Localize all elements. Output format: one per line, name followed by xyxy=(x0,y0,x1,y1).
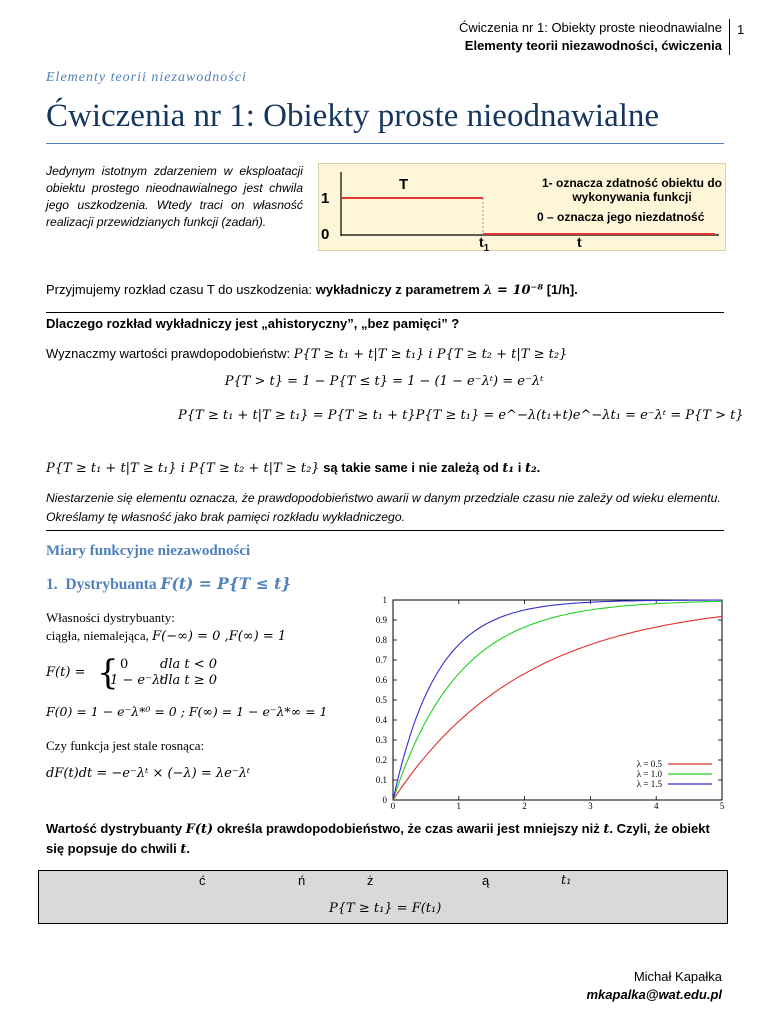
assumption-bold: wykładniczy z parametrem xyxy=(315,282,484,297)
y-tick-label: 0.9 xyxy=(375,615,387,625)
derivative-line: dF(t)dt = −e⁻λᵗ × (−λ) = λe⁻λᵗ xyxy=(46,766,251,781)
statement-paragraph: Wartość dystrybuanty F(t) określa prawdopodobieństwo, że czas awarii jest mniejszy niż t. Czyli, że obiekt się popsuje do chwili t. xyxy=(46,821,710,857)
monotonic-question: Czy funkcja jest stale rosnąca: xyxy=(46,738,205,753)
intro-paragraph: Jedynym istotnym zdarzeniem w eksploatacji obiektu prostego nieodnawialnego jest chwila jego uszkodzenia. Wtedy traci on własność realizacji przewidzianych funkcji (zadań). xyxy=(46,164,303,229)
y-tick-label: 1 xyxy=(382,596,387,605)
section-kicker: Elementy teorii niezawodności xyxy=(46,70,247,85)
equation-2: P{T ≥ t₁ + t|T ≥ t₁} = P{T ≥ t₁ + t}P{T ≥ t₁} = e^−λ(t₁+t)e^−λt₁ = e⁻λᵗ = P{T > t} xyxy=(178,408,744,423)
chart-plot-area xyxy=(393,600,722,800)
y-tick-label: 0.3 xyxy=(375,735,387,745)
diagram-label-t1: $t_1$ xyxy=(479,234,490,254)
box-fragment-3: ż xyxy=(367,873,374,888)
conclusion-line: P{T ≥ t₁ + t|T ≥ t₁} i P{T ≥ t₂ + t|T ≥ t₂} są takie same i nie zależą od t₁ i t₂. xyxy=(46,460,541,476)
case-2-condition: dla t ≥ 0 xyxy=(160,673,218,688)
box-formula: P{T ≥ t₁} = F(t₁) xyxy=(329,901,442,916)
y-tick-label: 0 xyxy=(382,795,387,805)
footer-author: Michał Kapałka xyxy=(633,969,722,984)
y-tick-label: 0.6 xyxy=(375,675,387,685)
legend-label-1: λ = 0.5 xyxy=(636,759,662,769)
cases-brace: { xyxy=(97,653,119,693)
x-tick-label: 0 xyxy=(390,801,396,810)
page-title: Ćwiczenia nr 1: Obiekty proste nieodnawialne xyxy=(46,98,660,134)
note-paragraph: Niestarzenie się elementu oznacza, że prawdopodobieństwo awarii w danym przedziale czasu nie zależy od wieku elementu. Określamy tę własność jako brak pamięci rozkładu wykładniczego. xyxy=(46,491,721,524)
cdf-chart-svg xyxy=(356,596,726,810)
ft-lhs: F(t) = xyxy=(46,665,86,680)
x-tick-label: 3 xyxy=(588,801,593,810)
values-line xyxy=(46,346,567,362)
legend-label-3: λ = 1.5 xyxy=(636,779,662,789)
header-divider xyxy=(729,19,730,55)
f-zero-line: F(0) = 1 − e⁻λ*⁰ = 0 ; F(∞) = 1 − e⁻λ*∞ = 1 xyxy=(46,704,328,719)
question-line: Dlaczego rozkład wykładniczy jest „ahistoryczny”, „bez pamięci” ? xyxy=(46,316,460,331)
diagram-legend-up: 1- oznacza zdatność obiektu do wykonywania funkcji xyxy=(541,176,723,204)
values-math: P{T ≥ t₁ + t|T ≥ t₁} i P{T ≥ t₂ + t|T ≥ t₂} xyxy=(293,347,568,362)
rule-1 xyxy=(46,312,724,313)
x-tick-label: 5 xyxy=(719,801,725,810)
box-fragment-4: ą xyxy=(482,873,490,888)
definition-box xyxy=(38,870,728,924)
y-tick-label: 0.4 xyxy=(375,715,387,725)
assumption-math: λ = 10⁻⁸ xyxy=(483,283,544,298)
props-line: ciągła, niemalejąca, F(−∞) = 0 ,F(∞) = 1 xyxy=(46,628,287,644)
case-2-value: 1 − e⁻λᵗ xyxy=(110,673,164,688)
y-tick-label: 0.8 xyxy=(375,635,387,645)
assumption-suffix: [1/h]. xyxy=(543,282,578,297)
legend-label-2: λ = 1.0 xyxy=(636,769,662,779)
subsection-heading: 1. Dystrybuanta F(t) = P{T ≤ t} xyxy=(46,574,292,593)
x-tick-label: 1 xyxy=(456,801,462,810)
box-fragment-5: t₁ xyxy=(561,873,572,888)
section-heading: Miary funkcyjne niezawodności xyxy=(46,543,251,559)
diagram-label-1: 1 xyxy=(321,190,330,207)
assumption-prefix: Przyjmujemy rozkład czasu T do uszkodzenia: xyxy=(46,282,316,297)
case-1-value: 0 xyxy=(120,657,129,672)
y-tick-label: 0.7 xyxy=(375,655,387,665)
y-tick-label: 0.5 xyxy=(375,695,387,705)
title-rule xyxy=(46,143,724,144)
cdf-chart xyxy=(356,596,726,810)
equation-1: P{T > t} = 1 − P{T ≤ t} = 1 − (1 − e⁻λᵗ) = e⁻λᵗ xyxy=(224,374,544,389)
case-1-condition: dla t < 0 xyxy=(160,657,218,672)
y-tick-label: 0.1 xyxy=(375,775,387,785)
assumption-line xyxy=(46,282,578,298)
x-tick-label: 4 xyxy=(653,801,659,810)
box-fragment-2: ń xyxy=(298,873,306,888)
state-diagram xyxy=(318,163,726,254)
values-intro: Wyznaczmy wartości prawdopodobieństw: xyxy=(46,346,294,361)
page-number: 1 xyxy=(737,22,745,37)
box-fragment-1: ć xyxy=(199,873,206,888)
props-heading: Własności dystrybuanty: xyxy=(46,610,175,625)
running-header-subtitle: Elementy teorii niezawodności, ćwiczenia xyxy=(464,38,722,53)
footer-email[interactable]: mkapalka@wat.edu.pl xyxy=(586,987,722,1002)
running-header-title: Ćwiczenia nr 1: Obiekty proste nieodnawialne xyxy=(458,20,722,35)
diagram-label-t: t xyxy=(577,234,582,250)
diagram-label-T: T xyxy=(399,176,409,193)
y-tick-label: 0.2 xyxy=(375,755,387,765)
x-tick-label: 2 xyxy=(522,801,527,810)
diagram-legend-down: 0 – oznacza jego niezdatność xyxy=(537,210,705,224)
diagram-label-0: 0 xyxy=(321,226,330,243)
rule-2 xyxy=(46,530,724,531)
